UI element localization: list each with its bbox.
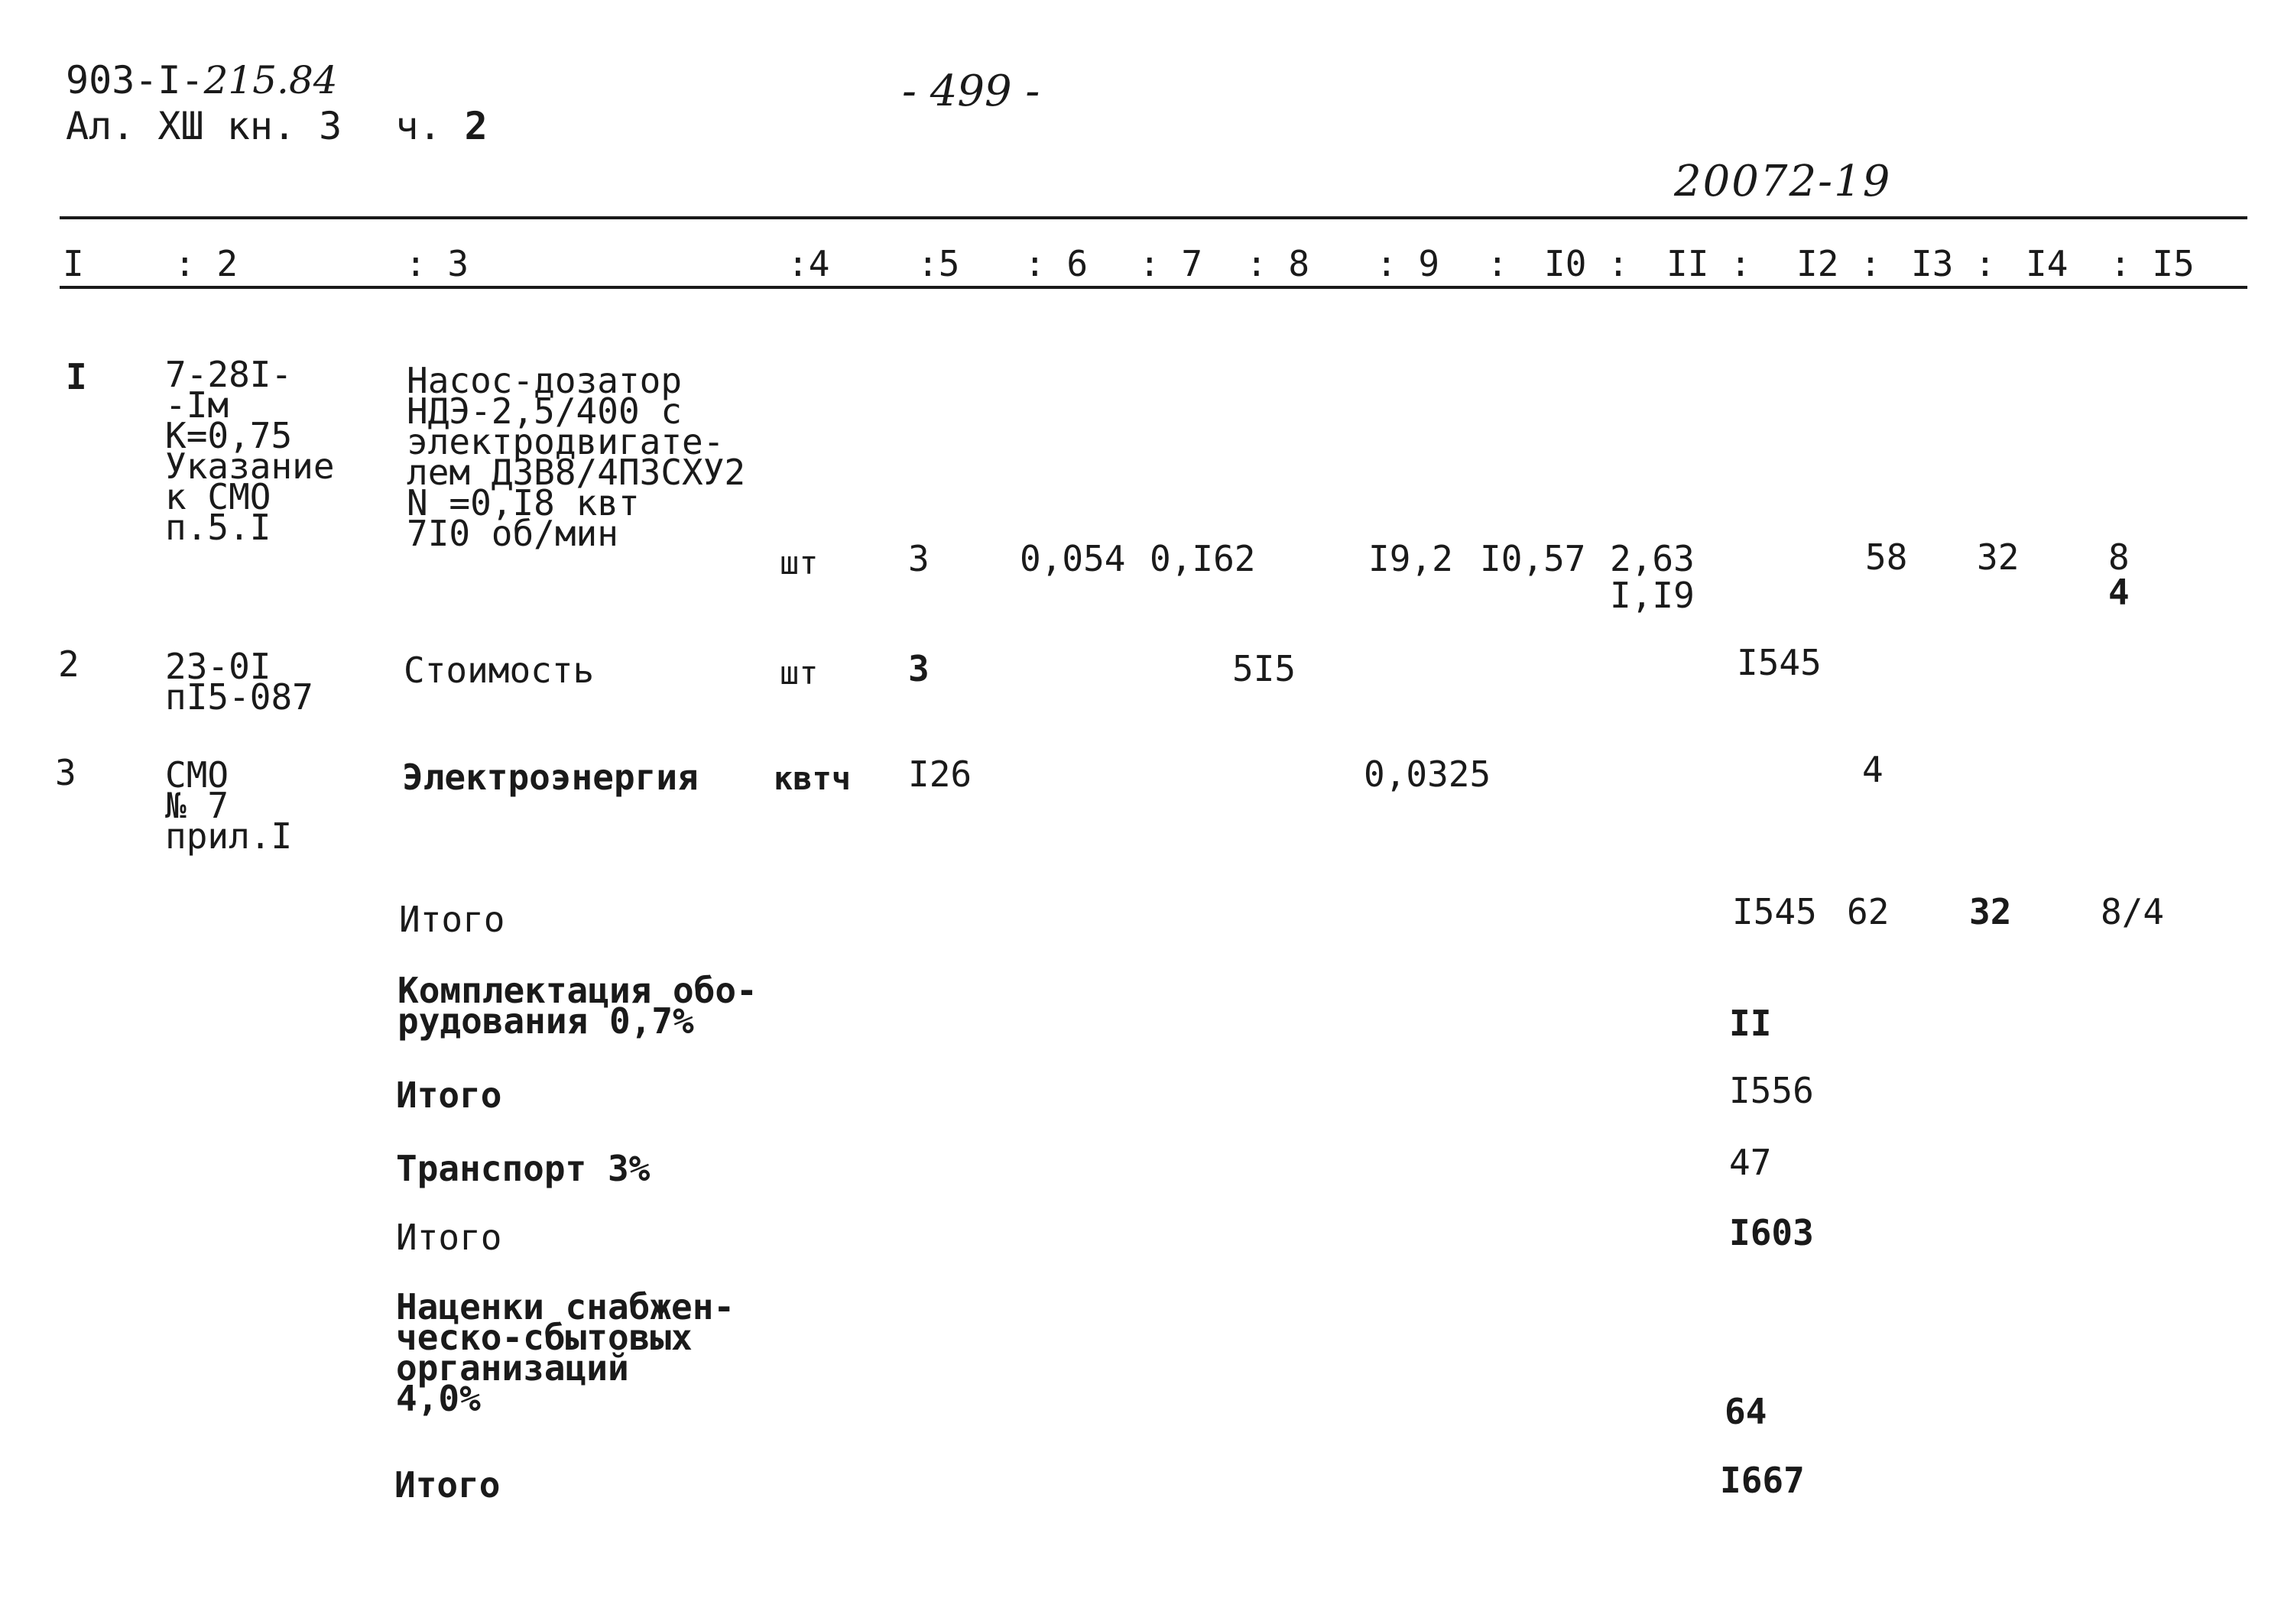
row-col9: I9,2 — [1368, 538, 1453, 579]
column-header: : 8 — [1246, 243, 1310, 284]
row-name: Стоимость — [404, 650, 595, 691]
row-unit: шт — [780, 544, 819, 582]
column-header: :5 — [917, 243, 960, 284]
row-col13: 4 — [1862, 749, 1884, 790]
summary-label: Наценки снабжен- ческо-сбытовых организаций 4,0% — [396, 1286, 735, 1419]
row-col15-top: 8 — [2108, 536, 2130, 578]
sheet-code: 20072-19 — [1674, 157, 1892, 206]
summary-label: Комплектация обо- рудования 0,7% — [397, 970, 758, 1042]
album-book-label: Ал. ХШ кн. 3 — [66, 104, 342, 148]
row-unit: шт — [780, 654, 819, 692]
row-code: 23-0I пI5-087 — [165, 646, 313, 718]
table-top-rule — [60, 216, 2247, 219]
summary-col12: I545 — [1732, 891, 1817, 932]
page-number: - 499 - — [902, 66, 1040, 116]
column-header: : 7 — [1139, 243, 1203, 284]
column-header: : I5 — [2110, 243, 2195, 284]
row-quantity: I26 — [908, 754, 972, 795]
summary-label: Итого — [399, 899, 505, 940]
summary-label: Итого — [394, 1464, 501, 1506]
document-code — [66, 58, 338, 102]
column-header: : 3 — [405, 243, 469, 284]
column-header: I0 : — [1544, 243, 1629, 284]
row-number: I — [66, 356, 87, 397]
row-name: Электроэнергия — [402, 757, 699, 798]
row-code: СМО № 7 прил.I — [165, 754, 293, 857]
column-header: :4 — [787, 243, 830, 284]
summary-col15: 8/4 — [2101, 891, 2165, 932]
row-col15-bottom: 4 — [2108, 572, 2130, 613]
column-header: I2 : — [1796, 243, 1881, 284]
summary-label: Итого — [396, 1217, 502, 1258]
row-name: Насос-дозатор НДЭ-2,5/400 с электродвигате- лем ДЗВ8/4ПЗСХУ2 N =0,I8 квт 7I0 об/мин — [407, 360, 746, 554]
summary-col12: 64 — [1725, 1391, 1767, 1432]
row-number: 2 — [58, 643, 79, 685]
row-number: 3 — [55, 752, 76, 793]
row-col11-top: 2,63 — [1610, 538, 1695, 579]
column-header: I — [63, 243, 84, 284]
column-header: : 9 — [1376, 243, 1440, 284]
column-header: I4 — [2026, 243, 2068, 284]
document-code-handwritten: 215.84 — [203, 58, 338, 102]
summary-label: Итого — [396, 1075, 502, 1116]
summary-col12: II — [1729, 1003, 1772, 1044]
row-col8: 5I5 — [1232, 648, 1296, 689]
row-quantity: 3 — [908, 538, 930, 579]
row-col13: 58 — [1865, 536, 1908, 578]
column-header: I3 : — [1911, 243, 1996, 284]
summary-col13: 62 — [1847, 891, 1890, 932]
column-header: : 6 — [1024, 243, 1089, 284]
summary-label: Транспорт 3% — [396, 1148, 651, 1189]
part-label: ч. 2 — [395, 104, 488, 148]
row-quantity: 3 — [908, 648, 930, 689]
row-col11-bottom: I,I9 — [1610, 575, 1695, 616]
summary-col12: I603 — [1729, 1212, 1814, 1253]
summary-col12: 47 — [1729, 1142, 1772, 1183]
row-col14: 32 — [1977, 536, 2020, 578]
row-col9: 0,0325 — [1364, 754, 1491, 795]
column-header: : — [1487, 243, 1508, 284]
column-header: II : — [1666, 243, 1751, 284]
summary-col12: I667 — [1720, 1460, 1805, 1501]
summary-col12: I556 — [1729, 1070, 1814, 1111]
header-bottom-rule — [60, 286, 2247, 289]
row-col7: 0,I62 — [1150, 538, 1256, 579]
row-unit: квтч — [774, 760, 852, 797]
summary-col14: 32 — [1969, 891, 2012, 932]
row-col6: 0,054 — [1020, 538, 1126, 579]
document-code-prefix: 903-I- — [66, 58, 204, 102]
row-code: 7-28I- -Iм К=0,75 Указание к СМО п.5.I — [165, 354, 335, 548]
row-col12: I545 — [1737, 642, 1822, 683]
column-header: : 2 — [174, 243, 238, 284]
row-col10: I0,57 — [1480, 538, 1586, 579]
album-line — [66, 104, 488, 148]
